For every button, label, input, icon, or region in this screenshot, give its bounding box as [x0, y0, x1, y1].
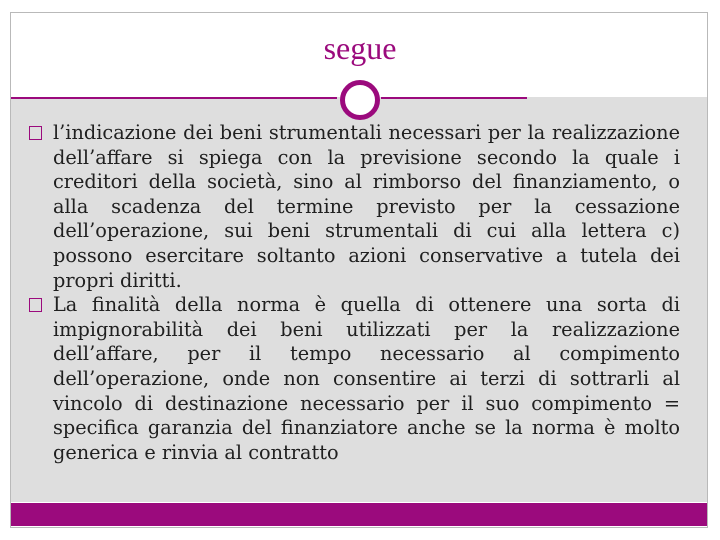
divider-left [11, 97, 337, 99]
square-bullet-icon [29, 126, 42, 140]
footer-bar [11, 503, 707, 526]
slide-body [28, 121, 680, 465]
paragraph-1 [28, 121, 680, 293]
square-bullet-icon [29, 298, 42, 312]
ring-ornament-icon [340, 80, 380, 120]
divider-right [381, 97, 527, 99]
paragraph-2 [28, 293, 680, 465]
paragraph-2-text: La finalità della norma è quella di ottenere una sorta di impignorabilità dei beni utilizzati per la realizzazione dell’affare, per il tempo necessario al compimento dell’operazione, onde non consentire ai terzi di sottrarli al vincolo di destinazione necessario per il suo compimento = specifica garanzia del finanziatore anche se la norma è molto generica e rinvia al contratto [53, 293, 680, 464]
slide-title: segue [323, 30, 397, 66]
paragraph-1-text: l’indicazione dei beni strumentali necessari per la realizzazione dell’affare si spiega con la previsione secondo la quale i creditori della società, sino al rimborso del finanziamento, o alla scadenza del termine previsto per la cessazione dell’operazione, sui beni strumentali di cui alla lettera c) possono esercitare soltanto azioni conservative a tutela dei propri diritti. [53, 121, 680, 292]
